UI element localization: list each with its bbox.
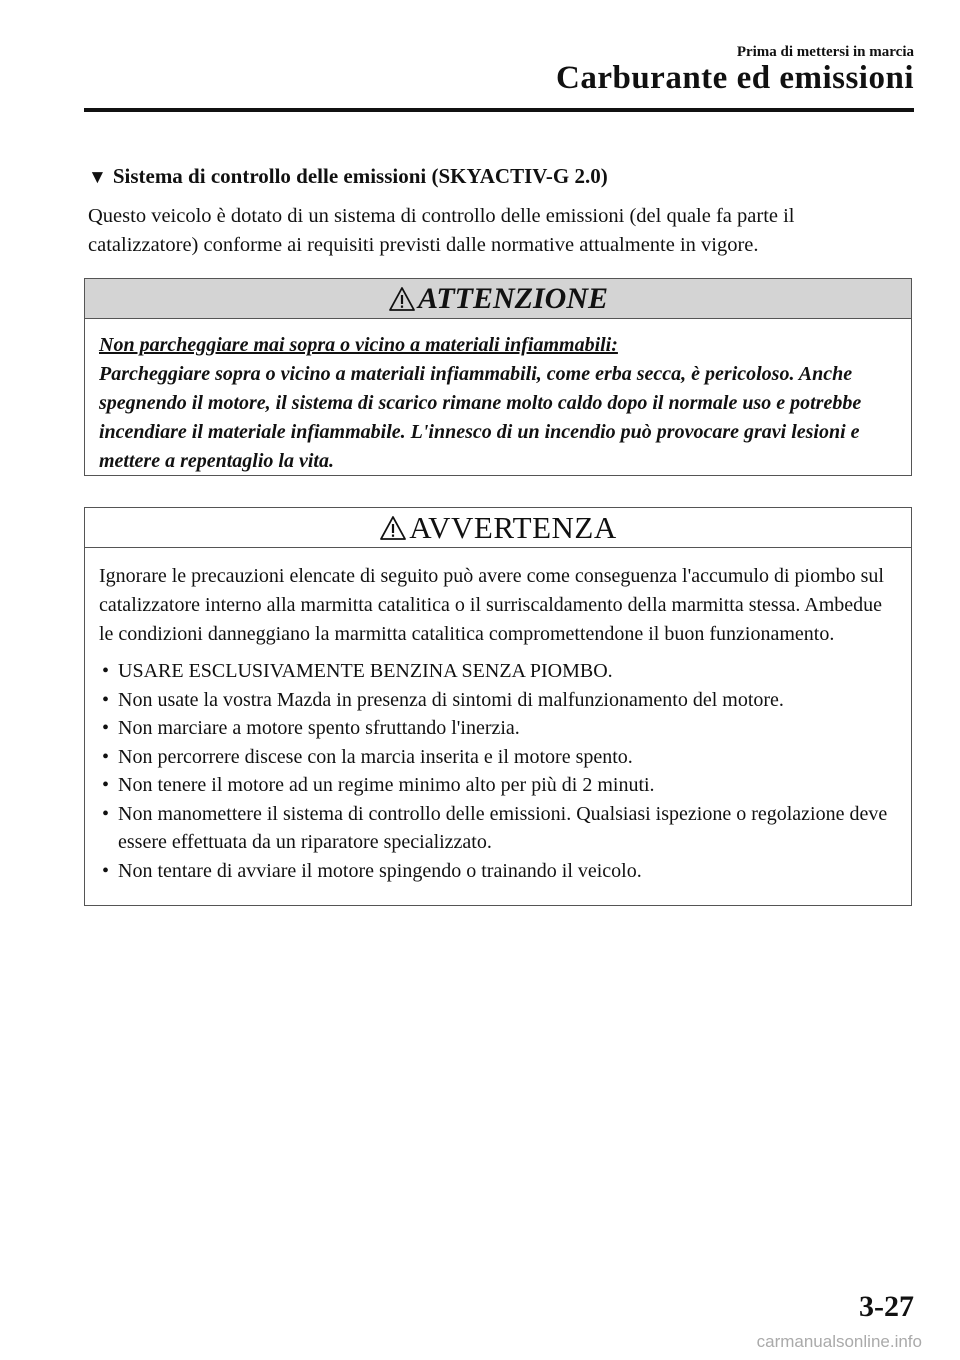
bullet-icon: • bbox=[102, 802, 110, 825]
avvertenza-header bbox=[85, 508, 911, 548]
attenzione-header bbox=[85, 279, 911, 319]
list-item: • Non marciare a motore spento sfruttando l'inerzia. bbox=[99, 714, 897, 743]
header-divider bbox=[84, 108, 914, 112]
attenzione-lead: Non parcheggiare mai sopra o vicino a materiali infiammabili: bbox=[99, 334, 618, 356]
bullet-icon: • bbox=[102, 745, 110, 768]
watermark: carmanualsonline.info bbox=[756, 1332, 922, 1351]
bullet-icon: • bbox=[102, 774, 110, 796]
section-heading-text: Sistema di controllo delle emissioni (SKYACTIV-G 2.0) bbox=[112, 164, 608, 188]
list-item: • Non manomettere il sistema di controllo delle emissioni. Qualsiasi ispezione o regolazione deve essere effettuata da un riparatore specializzato. bbox=[99, 800, 897, 857]
avvertenza-text: Ignorare le precauzioni elencate di seguito può avere come conseguenza l'accumulo di piombo sul catalizzatore interno alla marmitta catalitica o il surriscaldamento della marmitta stessa. Ambedue le condizioni danneggiano la marmitta catalitica compromettendone il buon funzionamento. bbox=[99, 565, 884, 645]
attenzione-box bbox=[84, 278, 912, 476]
section-intro: Questo veicolo è dotato di un sistema di controllo delle emissioni (del quale fa parte il catalizzatore) conforme ai requisiti previsti dalle normative attualmente in vigore. bbox=[88, 205, 795, 256]
bullet-icon: • bbox=[102, 688, 110, 711]
page-number: 3-27 bbox=[859, 1290, 914, 1323]
list-item: • Non percorrere discese con la marcia inserita e il motore spento. bbox=[99, 743, 897, 772]
section-heading bbox=[88, 164, 608, 189]
list-item: • USARE ESCLUSIVAMENTE BENZINA SENZA PIOMBO. bbox=[99, 657, 897, 686]
list-item: • Non usate la vostra Mazda in presenza di sintomi di malfunzionamento del motore. bbox=[99, 686, 897, 715]
warning-triangle-icon bbox=[379, 515, 407, 541]
list-item: • Non tentare di avviare il motore spingendo o trainando il veicolo. bbox=[99, 857, 897, 886]
avvertenza-title: AVVERTENZA bbox=[409, 509, 617, 545]
chapter-title: Carburante ed emissioni bbox=[556, 60, 914, 96]
attenzione-text: Parcheggiare sopra o vicino a materiali infiammabili, come erba secca, è pericoloso. Anche spegnendo il motore, il sistema di scarico rimane molto caldo dopo il normale uso e potrebbe incendiare il materiale infiammabile. L'innesco di un incendio può provocare gravi lesioni e mettere a repentaglio la vita. bbox=[99, 363, 862, 472]
bullet-icon: • bbox=[102, 717, 110, 739]
warning-triangle-icon bbox=[388, 286, 416, 312]
triangle-down-icon: ▼ bbox=[88, 167, 107, 188]
avvertenza-box bbox=[84, 507, 912, 906]
chapter-subtitle: Prima di mettersi in marcia bbox=[736, 44, 914, 60]
attenzione-body bbox=[85, 319, 911, 476]
attenzione-title: ATTENZIONE bbox=[417, 281, 609, 315]
list-item: • Non tenere il motore ad un regime minimo alto per più di 2 minuti. bbox=[99, 771, 897, 800]
avvertenza-body bbox=[85, 548, 911, 885]
bullet-icon: • bbox=[102, 859, 110, 882]
avvertenza-list bbox=[99, 657, 897, 885]
bullet-icon: • bbox=[102, 660, 110, 682]
